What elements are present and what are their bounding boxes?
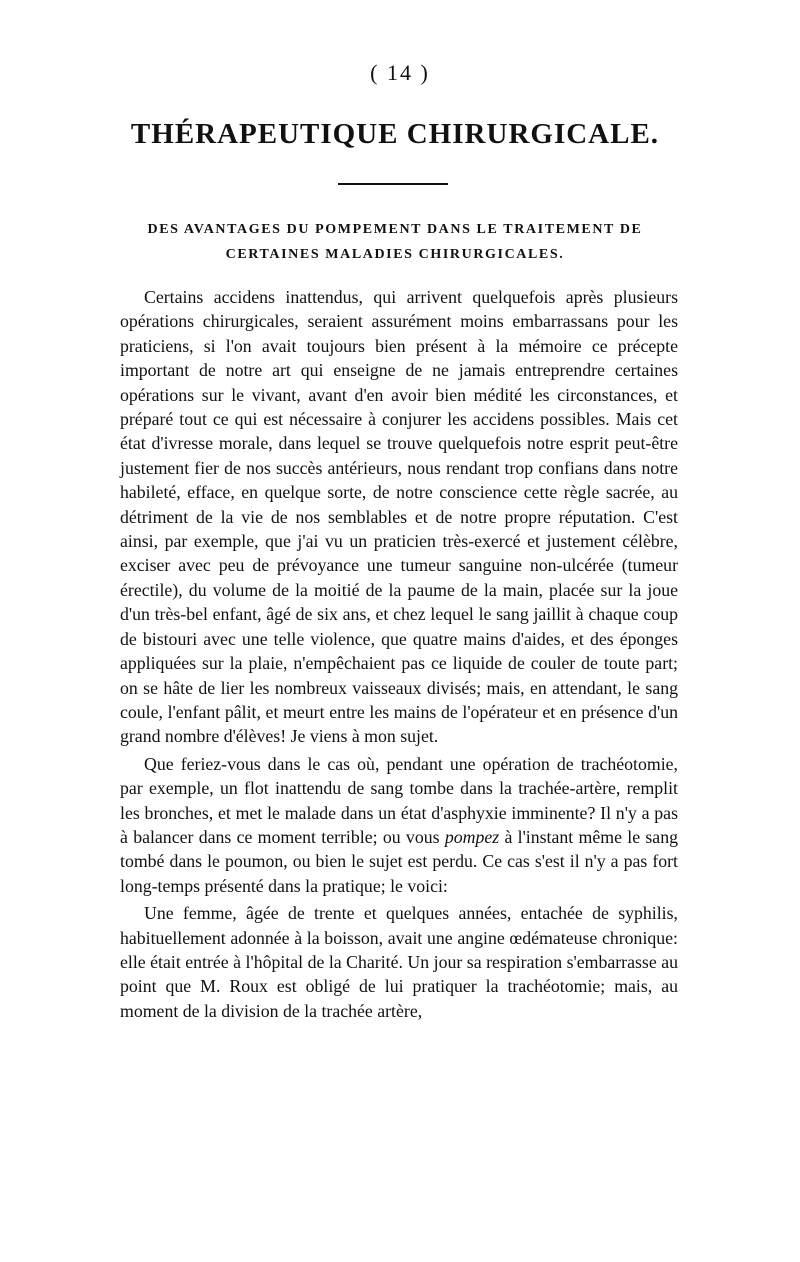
page-number: ( 14 ) [370,60,430,85]
paragraph-1: Certains accidens inattendus, qui arrivent quelquefois après plusieurs opérations chirurgicales, seraient assurément moins embarrassans pour les praticiens, si l'on avait toujours bien présent à la mémoire ce précepte important de notre art qui enseigne de ne jamais entreprendre certaines opérations sur le vivant, avant d'en avoir bien médité les circonstances, et préparé tout ce qui est nécessaire à conjurer les accidens possibles. Mais cet état d'ivresse morale, dans lequel se trouve quelquefois notre esprit peut-être justement fier de nos succès antérieurs, nous rendant trop confians dans notre habileté, efface, en quelque sorte, de notre conscience cette règle sacrée, au détriment de la vie de nos semblables et de notre propre réputation. C'est ainsi, par exemple, que j'ai vu un praticien très-exercé et justement célèbre, exciser avec peu de prévoyance une tumeur sanguine non-ulcérée (tumeur érectile), du volume de la moitié de la paume de la main, placée sur la joue d'un très-bel enfant, âgé de six ans, et chez lequel le sang jaillit à chaque coup de bistouri avec une telle violence, que quatre mains d'aides, et des éponges appliquées sur la plaie, n'empêchaient pas ce liquide de couler de toute part; on se hâte de lier les nombreux vaisseaux divisés; mais, en attendant, le sang coule, l'enfant pâlit, et meurt entre les mains de l'opérateur et en présence d'un grand nombre d'élèves! Je viens à mon sujet. [120,287,678,747]
paragraph-3: Une femme, âgée de trente et quelques années, entachée de syphilis, habituellement adonnée à la boisson, avait une angine œdémateuse chronique: elle était entrée à l'hôpital de la Charité. Un jour sa respiration s'embarrasse au point que M. Roux est obligé de lui pratiquer la trachéotomie; mais, au moment de la division de la trachée artère, [120,903,678,1021]
title-divider [338,183,448,185]
page-title: THÉRAPEUTIQUE CHIRURGICALE. [130,118,660,150]
body-text [120,285,678,1023]
section-subtitle: DES AVANTAGES DU POMPEMENT DANS LE TRAITEMENT DE CERTAINES MALADIES CHIRURGICALES. [147,222,643,262]
paragraph-2-part-1: Que feriez-vous dans le cas où, pendant une opération de trachéotomie, par exemple, un flot inattendu de sang tombe dans la trachée-artère, remplit les bronches, et met le malade dans un état d'asphyxie imminente? Il n'y a pas à balancer dans ce moment terrible; ou vous [120,753,678,847]
paragraph-2-part-2: à l'instant même le sang tombé dans le poumon, ou bien le sujet est perdu. Ce cas s'est il n'y a pas fort long-temps présenté dans la pratique; le voici: [120,826,678,896]
paragraph-2-emphasis: pompez [444,826,500,847]
paragraph-2 [120,752,678,898]
